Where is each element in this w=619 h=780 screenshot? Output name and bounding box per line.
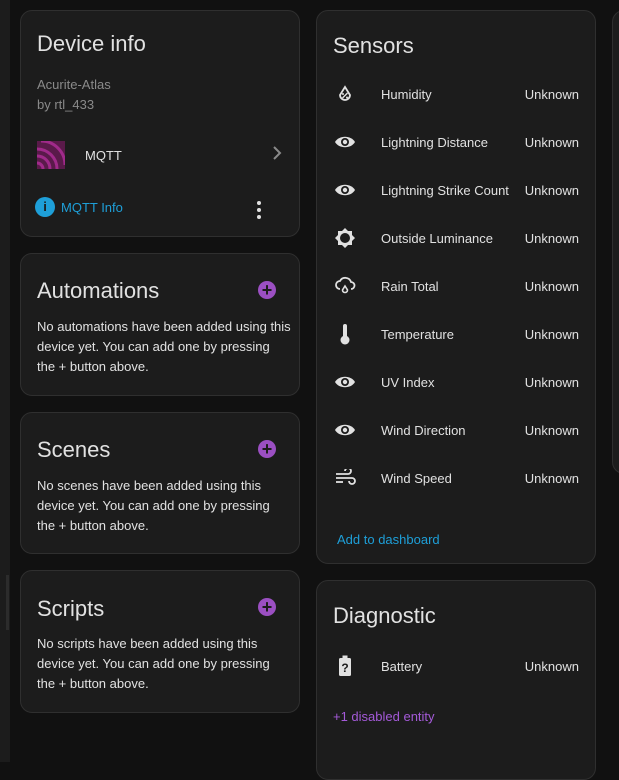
sensor-state: Unknown	[524, 134, 579, 150]
sensor-row[interactable]	[333, 406, 579, 454]
eye-icon	[333, 418, 357, 442]
scripts-empty-text: No scripts have been added using this device yet. You can add one by pressing the + button above.	[37, 636, 270, 691]
mqtt-info-link[interactable]	[35, 197, 123, 217]
partial-card	[612, 10, 619, 474]
scenes-empty-text: No scenes have been added using this device yet. You can add one by pressing the + button above.	[37, 478, 270, 533]
sensor-row[interactable]	[333, 214, 579, 262]
eye-icon	[333, 370, 357, 394]
automations-card	[20, 253, 300, 396]
diagnostic-title: Diagnostic	[333, 603, 436, 628]
sensor-name: Rain Total	[381, 278, 439, 294]
diagnostic-card	[316, 580, 596, 780]
sensor-state: Unknown	[524, 182, 579, 198]
integration-row[interactable]	[37, 137, 283, 173]
scripts-title: Scripts	[37, 596, 105, 621]
eye-icon	[333, 178, 357, 202]
mqtt-info-label: MQTT Info	[61, 199, 123, 215]
add-scene-button[interactable]: +	[258, 440, 276, 458]
sensor-row[interactable]	[333, 70, 579, 118]
left-panel-edge	[0, 0, 10, 762]
mqtt-logo-icon	[37, 141, 65, 169]
sensor-name: Lightning Distance	[381, 134, 488, 150]
device-info-title: Device info	[37, 31, 146, 56]
sensor-name: Wind Direction	[381, 422, 466, 438]
sensor-name: UV Index	[381, 374, 435, 390]
water-percent-icon	[333, 82, 357, 106]
sensors-title: Sensors	[333, 33, 414, 58]
sensor-state: Unknown	[524, 230, 579, 246]
sensor-name: Lightning Strike Count	[381, 182, 509, 198]
thermometer-icon	[333, 322, 357, 346]
sensor-name: Temperature	[381, 326, 454, 342]
svg-text:?: ?	[341, 661, 349, 675]
sensors-card	[316, 10, 596, 564]
info-icon: i	[35, 197, 55, 217]
integration-name: MQTT	[85, 147, 122, 163]
sensor-state: Unknown	[524, 374, 579, 390]
sensor-state: Unknown	[524, 86, 579, 102]
sensor-state: Unknown	[524, 278, 579, 294]
diagnostic-state: Unknown	[524, 658, 579, 674]
sensor-row[interactable]	[333, 262, 579, 310]
automations-title: Automations	[37, 278, 160, 303]
sensor-name: Humidity	[381, 86, 432, 102]
brightness-icon	[333, 226, 357, 250]
chevron-right-icon	[271, 146, 283, 165]
sensor-row[interactable]	[333, 118, 579, 166]
scenes-card	[20, 412, 300, 554]
disabled-entities-link[interactable]: +1 disabled entity	[333, 709, 435, 724]
battery-unknown-icon	[333, 654, 357, 678]
device-page	[10, 0, 619, 762]
sensor-name: Outside Luminance	[381, 230, 494, 246]
scrollbar[interactable]	[6, 575, 9, 630]
automations-empty-text: No automations have been added using this device yet. You can add one by pressing the + button above.	[37, 319, 291, 374]
sensor-state: Unknown	[524, 470, 579, 486]
add-script-button[interactable]: +	[258, 598, 276, 616]
sensor-state: Unknown	[524, 422, 579, 438]
add-to-dashboard-link[interactable]: Add to dashboard	[337, 532, 440, 547]
weather-windy-icon	[333, 466, 357, 490]
weather-rainy-icon	[333, 274, 357, 298]
device-model: Acurite-Atlas	[37, 77, 111, 92]
sensor-row[interactable]	[333, 454, 579, 502]
scenes-title: Scenes	[37, 437, 111, 462]
more-vert-icon[interactable]	[257, 201, 261, 222]
eye-icon	[333, 130, 357, 154]
sensor-row[interactable]	[333, 166, 579, 214]
diagnostic-row[interactable]	[333, 642, 579, 690]
device-info-card	[20, 10, 300, 237]
sensor-name: Wind Speed	[381, 470, 452, 486]
sensor-row[interactable]	[333, 358, 579, 406]
sensor-state: Unknown	[524, 326, 579, 342]
add-automation-button[interactable]: +	[258, 281, 276, 299]
sensor-row[interactable]	[333, 310, 579, 358]
device-manufacturer: by rtl_433	[37, 97, 95, 112]
diagnostic-name: Battery	[381, 658, 423, 674]
scripts-card	[20, 570, 300, 713]
